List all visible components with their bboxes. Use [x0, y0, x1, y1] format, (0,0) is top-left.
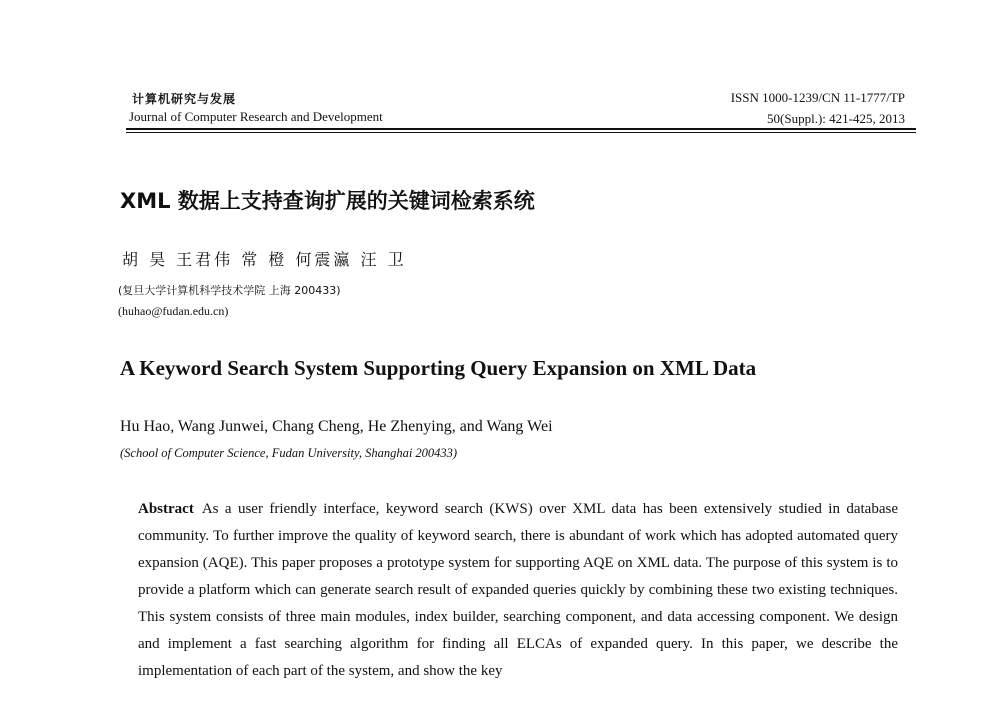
paper-title-en: A Keyword Search System Supporting Query Expansion on XML Data [120, 356, 757, 380]
header-rule-thin [126, 132, 916, 133]
abstract-label: Abstract [138, 501, 194, 517]
author-email: (huhao@fudan.edu.cn) [118, 304, 229, 318]
authors-cn: 胡 昊 王君伟 常 橙 何震瀛 汪 卫 [122, 250, 407, 269]
issn: ISSN 1000-1239/CN 11-1777/TP [730, 90, 905, 105]
authors-en: Hu Hao, Wang Junwei, Chang Cheng, He Zhenying, and Wang Wei [120, 418, 553, 435]
abstract-text: As a user friendly interface, keyword search (KWS) over XML data has been extensively studied in database community. To further improve the quality of keyword search, there is abundant of work which has adopted automated query expansion (AQE). This paper proposes a prototype system for supporting AQE on XML data. The purpose of this system is to provide a platform which can generate search result of expanded queries quickly by combining these two existing techniques. This system consists of three main modules, index builder, searching component, and data accessing component. We design and implement a fast searching algorithm for finding all ELCAs of expanded query. In this paper, we describe the implementation of each part of the system, and show the key [138, 501, 898, 679]
journal-name-en: Journal of Computer Research and Development [129, 109, 383, 124]
journal-name-cn: 计算机研究与发展 [132, 92, 237, 106]
paper-title-cn: XML 数据上支持查询扩展的关键词检索系统 [120, 189, 535, 213]
affiliation-cn: (复旦大学计算机科学技术学院 上海 200433) [118, 284, 341, 297]
abstract [138, 496, 898, 685]
volume-info: 50(Suppl.): 421-425, 2013 [767, 111, 905, 126]
affiliation-en: (School of Computer Science, Fudan University, Shanghai 200433) [120, 446, 458, 460]
header-rule-thick [126, 128, 916, 130]
